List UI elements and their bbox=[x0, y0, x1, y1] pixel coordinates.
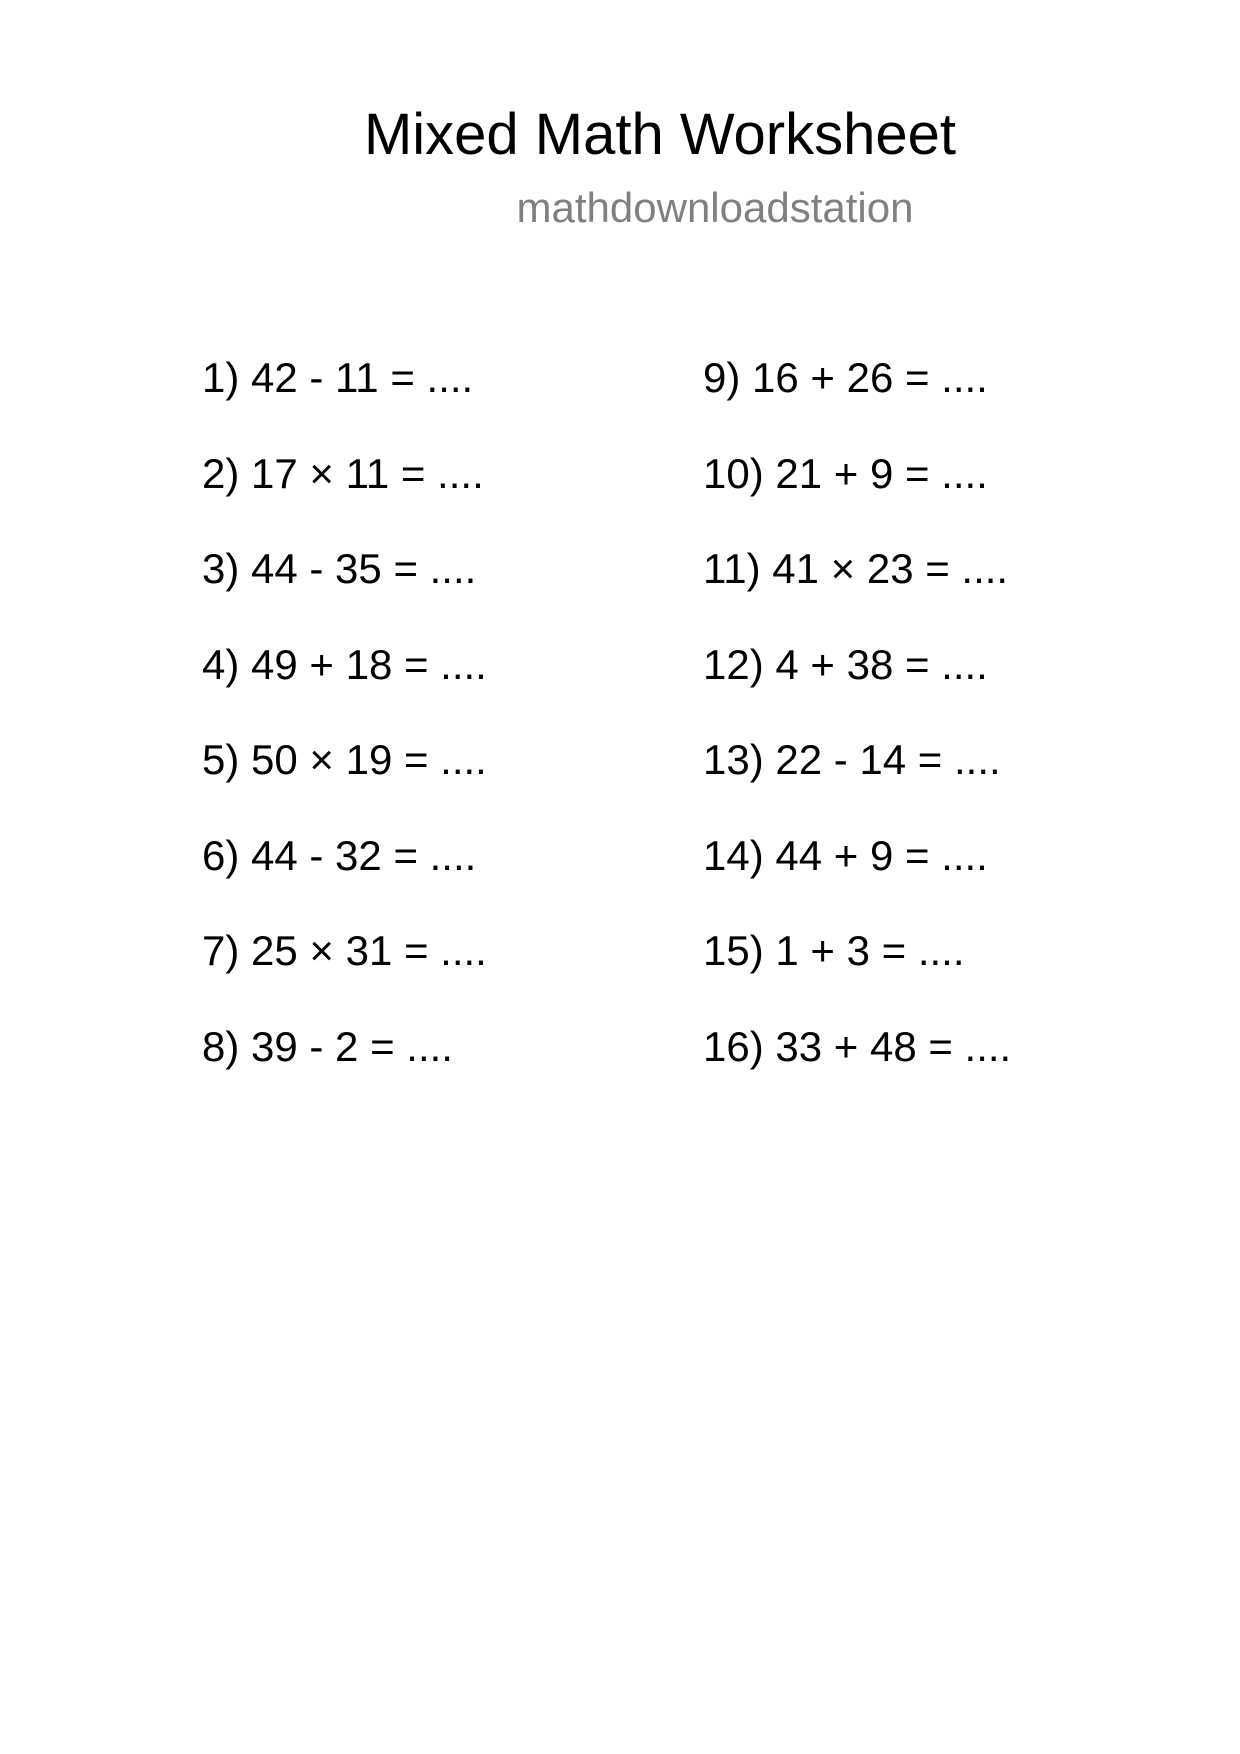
problem-11: 11) 41 × 23 = .... bbox=[703, 545, 1009, 592]
problem-10: 10) 21 + 9 = .... bbox=[703, 449, 988, 497]
problem-14: 14) 44 + 9 = .... bbox=[703, 831, 988, 879]
problem-column-right bbox=[703, 348, 1011, 1112]
problem-13: 13) 22 - 14 = .... bbox=[703, 736, 1001, 783]
problem-column-left bbox=[202, 348, 487, 1112]
problem-12: 12) 4 + 38 = .... bbox=[703, 640, 988, 688]
problem-9: 9) 16 + 26 = .... bbox=[703, 354, 988, 401]
problem-15: 15) 1 + 3 = .... bbox=[703, 927, 965, 974]
problem-5: 5) 50 × 19 = .... bbox=[202, 736, 487, 783]
problem-6: 6) 44 - 32 = .... bbox=[202, 831, 477, 879]
worksheet-subtitle: mathdownloadstation bbox=[516, 184, 914, 231]
problem-3: 3) 44 - 35 = .... bbox=[202, 545, 477, 592]
problem-2: 2) 17 × 11 = .... bbox=[202, 449, 484, 497]
problem-4: 4) 49 + 18 = .... bbox=[202, 640, 487, 688]
problem-8: 8) 39 - 2 = .... bbox=[202, 1022, 453, 1070]
worksheet-title: Mixed Math Worksheet bbox=[363, 102, 957, 167]
problem-16: 16) 33 + 48 = .... bbox=[703, 1022, 1012, 1070]
problem-1: 1) 42 - 11 = .... bbox=[202, 354, 474, 401]
problem-7: 7) 25 × 31 = .... bbox=[202, 927, 487, 974]
